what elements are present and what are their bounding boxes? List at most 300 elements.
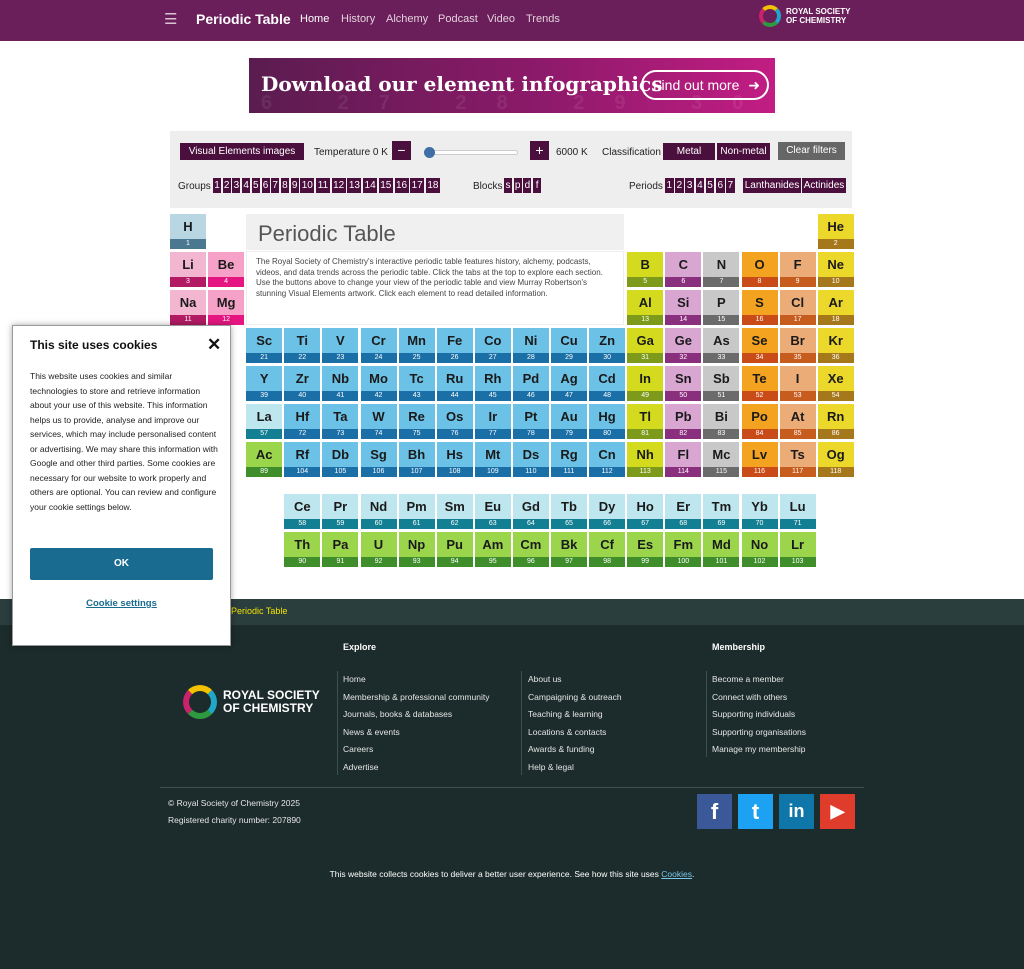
element-symbol: No	[742, 532, 778, 557]
element-symbol: Sb	[703, 366, 739, 391]
element-tile-fe[interactable]	[437, 328, 473, 363]
metal-button[interactable]: Metal	[663, 143, 715, 160]
top-nav	[0, 0, 1024, 41]
footer-link[interactable]: Campaigning & outreach	[528, 691, 622, 702]
element-number: 36	[818, 353, 854, 363]
element-tile-la[interactable]	[246, 404, 282, 439]
element-tile-u[interactable]	[361, 532, 397, 567]
element-tile-es[interactable]	[627, 532, 663, 567]
element-tile-fm[interactable]	[665, 532, 701, 567]
element-tile-o[interactable]	[742, 252, 778, 287]
element-tile-v[interactable]	[322, 328, 358, 363]
element-symbol: Zr	[284, 366, 320, 391]
element-tile-rh[interactable]	[475, 366, 511, 401]
element-number: 10	[818, 277, 854, 287]
element-tile-sn[interactable]	[665, 366, 701, 401]
group-button-3[interactable]: 3	[233, 180, 240, 191]
footer-link[interactable]: Awards & funding	[528, 744, 595, 754]
footer-logo-line1: ROYAL SOCIETY	[223, 688, 320, 702]
slider-knob[interactable]	[424, 147, 435, 158]
element-symbol: V	[322, 328, 358, 353]
footer-link[interactable]: About us	[528, 674, 562, 684]
element-tile-he[interactable]	[818, 214, 854, 249]
element-number: 11	[170, 315, 206, 325]
element-tile-bh[interactable]	[399, 442, 435, 477]
group-button-6[interactable]: 6	[262, 180, 269, 191]
element-tile-c[interactable]	[665, 252, 701, 287]
element-symbol: Sn	[665, 366, 701, 391]
element-tile-br[interactable]	[780, 328, 816, 363]
element-symbol: Mg	[208, 290, 244, 315]
group-button-17[interactable]: 17	[411, 180, 423, 191]
group-button-4[interactable]: 4	[243, 180, 249, 191]
element-tile-rn[interactable]	[818, 404, 854, 439]
element-symbol: B	[627, 252, 663, 277]
block-button-s[interactable]: s	[505, 180, 511, 191]
element-tile-al[interactable]	[627, 290, 663, 325]
element-number: 52	[742, 391, 778, 401]
element-number: 103	[780, 557, 816, 567]
element-symbol: Ru	[437, 366, 473, 391]
element-number: 84	[742, 429, 778, 439]
group-button-15[interactable]: 15	[380, 180, 392, 191]
element-symbol: Mc	[703, 442, 739, 467]
group-button-9[interactable]: 9	[291, 180, 298, 191]
group-button-12[interactable]: 12	[333, 180, 345, 191]
group-button-13[interactable]: 13	[348, 180, 360, 191]
element-number: 64	[513, 519, 549, 529]
element-symbol: Pu	[437, 532, 473, 557]
element-number: 41	[322, 391, 358, 401]
rsc-logo[interactable]	[759, 5, 850, 27]
element-number: 45	[475, 391, 511, 401]
element-tile-fl[interactable]	[665, 442, 701, 477]
element-tile-pu[interactable]	[437, 532, 473, 567]
element-number: 111	[551, 467, 587, 477]
temperature-minus-button[interactable]: −	[392, 141, 411, 160]
element-tile-ir[interactable]	[475, 404, 511, 439]
element-symbol: Cd	[589, 366, 625, 391]
element-tile-cd[interactable]	[589, 366, 625, 401]
element-tile-h[interactable]	[170, 214, 206, 249]
element-symbol: Na	[170, 290, 206, 315]
group-button-8[interactable]: 8	[282, 180, 288, 191]
element-symbol: Te	[742, 366, 778, 391]
element-number: 113	[627, 467, 663, 477]
element-number: 17	[780, 315, 816, 325]
element-tile-in[interactable]	[627, 366, 663, 401]
element-tile-li[interactable]	[170, 252, 206, 287]
element-tile-pr[interactable]	[322, 494, 358, 529]
element-tile-re[interactable]	[399, 404, 435, 439]
banner-background-numbers: 6 27 28 29 30	[261, 92, 774, 113]
element-number: 98	[589, 557, 625, 567]
element-tile-pb[interactable]	[665, 404, 701, 439]
footer-rsc-logo[interactable]	[183, 685, 320, 719]
period-button-1[interactable]: 1	[666, 180, 673, 191]
element-number: 18	[818, 315, 854, 325]
element-number: 26	[437, 353, 473, 363]
find-out-more-button[interactable]	[641, 70, 769, 100]
element-number: 74	[361, 429, 397, 439]
element-number: 43	[399, 391, 435, 401]
element-tile-rf[interactable]	[284, 442, 320, 477]
period-button-2[interactable]: 2	[676, 180, 683, 191]
element-number: 7	[703, 277, 739, 287]
footer-link[interactable]: Locations & contacts	[528, 726, 607, 737]
element-tile-ag[interactable]	[551, 366, 587, 401]
element-tile-th[interactable]	[284, 532, 320, 567]
tab-alchemy[interactable]: Alchemy	[386, 13, 429, 25]
element-tile-er[interactable]	[665, 494, 701, 529]
element-tile-sm[interactable]	[437, 494, 473, 529]
element-symbol: Th	[284, 532, 320, 557]
period-button-6[interactable]: 6	[717, 180, 724, 191]
element-symbol: Cf	[589, 532, 625, 557]
element-number: 2	[818, 239, 854, 249]
element-tile-ds[interactable]	[513, 442, 549, 477]
element-tile-bi[interactable]	[703, 404, 739, 439]
breadcrumb[interactable]: Periodic Table	[231, 606, 288, 616]
element-tile-y[interactable]	[246, 366, 282, 401]
footer-rule	[160, 787, 864, 788]
element-tile-cm[interactable]	[513, 532, 549, 567]
element-tile-mt[interactable]	[475, 442, 511, 477]
element-tile-ru[interactable]	[437, 366, 473, 401]
element-tile-f[interactable]	[780, 252, 816, 287]
element-number: 53	[780, 391, 816, 401]
element-number: 5	[627, 277, 663, 287]
temperature-max-label: 6000 K	[556, 147, 588, 158]
element-symbol: Br	[780, 328, 816, 353]
group-button-7[interactable]: 7	[272, 180, 278, 191]
footer-link[interactable]: Manage my membership	[712, 744, 806, 754]
element-number: 80	[589, 429, 625, 439]
element-symbol: P	[703, 290, 739, 315]
visual-elements-button[interactable]: Visual Elements images	[180, 143, 304, 160]
element-symbol: Gd	[513, 494, 549, 519]
group-button-11[interactable]: 11	[317, 180, 329, 191]
facebook-icon[interactable]: f	[697, 794, 732, 829]
footer-divider	[337, 671, 338, 775]
youtube-icon[interactable]: ▶	[820, 794, 855, 829]
group-button-18[interactable]: 18	[427, 180, 439, 191]
period-button-3[interactable]: 3	[686, 180, 693, 191]
infographics-banner[interactable]	[249, 58, 775, 113]
element-tile-nh[interactable]	[627, 442, 663, 477]
element-tile-hf[interactable]	[284, 404, 320, 439]
element-tile-as[interactable]	[703, 328, 739, 363]
element-number: 8	[742, 277, 778, 287]
cookie-notice-bar	[0, 869, 1024, 879]
actinides-button[interactable]: Actinides	[803, 180, 845, 191]
element-tile-no[interactable]	[742, 532, 778, 567]
element-tile-tl[interactable]	[627, 404, 663, 439]
element-tile-ar[interactable]	[818, 290, 854, 325]
element-symbol: Nd	[361, 494, 397, 519]
element-symbol: Ts	[780, 442, 816, 467]
element-symbol: Rh	[475, 366, 511, 391]
element-tile-lu[interactable]	[780, 494, 816, 529]
element-tile-cn[interactable]	[589, 442, 625, 477]
element-tile-md[interactable]	[703, 532, 739, 567]
element-tile-zr[interactable]	[284, 366, 320, 401]
element-tile-pa[interactable]	[322, 532, 358, 567]
element-tile-mc[interactable]	[703, 442, 739, 477]
element-tile-b[interactable]	[627, 252, 663, 287]
element-tile-ta[interactable]	[322, 404, 358, 439]
element-tile-np[interactable]	[399, 532, 435, 567]
element-tile-ti[interactable]	[284, 328, 320, 363]
page-title: Periodic Table	[246, 214, 624, 250]
element-symbol: Ho	[627, 494, 663, 519]
element-symbol: Bi	[703, 404, 739, 429]
hamburger-icon[interactable]: ☰	[164, 11, 178, 28]
tab-home[interactable]: Home	[300, 13, 330, 25]
footer-link[interactable]: Journals, books & databases	[343, 709, 453, 719]
element-number: 57	[246, 429, 282, 439]
periods-label: Periods	[629, 181, 663, 192]
linkedin-icon[interactable]: in	[779, 794, 814, 829]
footer-link[interactable]: Careers	[343, 744, 374, 754]
element-number: 63	[475, 519, 511, 529]
element-symbol: Am	[475, 532, 511, 557]
element-tile-na[interactable]	[170, 290, 206, 325]
element-tile-lr[interactable]	[780, 532, 816, 567]
element-tile-i[interactable]	[780, 366, 816, 401]
group-button-5[interactable]: 5	[253, 180, 259, 191]
footer-link[interactable]: Supporting individuals	[712, 709, 796, 719]
brand-title[interactable]: Periodic Table	[196, 11, 291, 27]
element-symbol: Ni	[513, 328, 549, 353]
element-tile-mo[interactable]	[361, 366, 397, 401]
element-tile-nd[interactable]	[361, 494, 397, 529]
element-tile-at[interactable]	[780, 404, 816, 439]
element-tile-hs[interactable]	[437, 442, 473, 477]
element-number: 65	[551, 519, 587, 529]
element-tile-po[interactable]	[742, 404, 778, 439]
element-number: 108	[437, 467, 473, 477]
element-tile-pm[interactable]	[399, 494, 435, 529]
temperature-plus-button[interactable]: +	[530, 141, 549, 160]
element-tile-og[interactable]	[818, 442, 854, 477]
element-tile-mn[interactable]	[399, 328, 435, 363]
element-symbol: Ir	[475, 404, 511, 429]
footer-link[interactable]: Home	[343, 674, 366, 684]
element-number: 4	[208, 277, 244, 287]
element-symbol: Ds	[513, 442, 549, 467]
element-symbol: I	[780, 366, 816, 391]
footer-link[interactable]: Membership & professional community	[343, 691, 490, 702]
element-tile-cr[interactable]	[361, 328, 397, 363]
element-tile-w[interactable]	[361, 404, 397, 439]
element-tile-cl[interactable]	[780, 290, 816, 325]
temperature-slider[interactable]	[424, 150, 518, 155]
element-tile-ge[interactable]	[665, 328, 701, 363]
element-tile-gd[interactable]	[513, 494, 549, 529]
element-symbol: Tc	[399, 366, 435, 391]
element-symbol: Ta	[322, 404, 358, 429]
element-symbol: Hg	[589, 404, 625, 429]
element-tile-cf[interactable]	[589, 532, 625, 567]
element-tile-tb[interactable]	[551, 494, 587, 529]
group-button-16[interactable]: 16	[395, 180, 408, 191]
element-tile-cu[interactable]	[551, 328, 587, 363]
element-symbol: Mn	[399, 328, 435, 353]
copyright: © Royal Society of Chemistry 2025	[168, 798, 300, 808]
element-symbol: At	[780, 404, 816, 429]
element-tile-hg[interactable]	[589, 404, 625, 439]
element-symbol: Lu	[780, 494, 816, 519]
element-symbol: Pa	[322, 532, 358, 557]
element-symbol: Re	[399, 404, 435, 429]
element-tile-dy[interactable]	[589, 494, 625, 529]
element-number: 93	[399, 557, 435, 567]
element-symbol: Mo	[361, 366, 397, 391]
block-button-p[interactable]: p	[514, 180, 521, 191]
element-tile-am[interactable]	[475, 532, 511, 567]
footer-link[interactable]: Help & legal	[528, 761, 574, 772]
element-number: 29	[551, 353, 587, 363]
element-number: 68	[665, 519, 701, 529]
element-tile-nb[interactable]	[322, 366, 358, 401]
footer-link[interactable]: Advertise	[343, 761, 379, 772]
element-tile-n[interactable]	[703, 252, 739, 287]
cookie-settings-link[interactable]: Cookie settings	[86, 598, 157, 609]
element-number: 15	[703, 315, 739, 325]
tab-podcast[interactable]: Podcast	[438, 13, 478, 25]
element-tile-ce[interactable]	[284, 494, 320, 529]
footer-link[interactable]: Become a member	[712, 674, 784, 684]
element-number: 85	[780, 429, 816, 439]
tab-history[interactable]: History	[341, 13, 376, 25]
element-number: 14	[665, 315, 701, 325]
period-button-5[interactable]: 5	[707, 180, 713, 191]
element-tile-se[interactable]	[742, 328, 778, 363]
element-symbol: Kr	[818, 328, 854, 353]
clear-filters-button[interactable]: Clear filters	[778, 142, 845, 160]
block-button-d[interactable]: d	[524, 180, 531, 191]
element-tile-ts[interactable]	[780, 442, 816, 477]
period-button-7[interactable]: 7	[727, 180, 734, 191]
element-tile-ni[interactable]	[513, 328, 549, 363]
element-tile-be[interactable]	[208, 252, 244, 287]
element-symbol: Ar	[818, 290, 854, 315]
element-number: 3	[170, 277, 206, 287]
element-symbol: Nb	[322, 366, 358, 391]
element-tile-rg[interactable]	[551, 442, 587, 477]
element-tile-au[interactable]	[551, 404, 587, 439]
element-symbol: Rf	[284, 442, 320, 467]
element-tile-pt[interactable]	[513, 404, 549, 439]
element-symbol: Be	[208, 252, 244, 277]
group-button-14[interactable]: 14	[364, 180, 376, 191]
non-metal-button[interactable]: Non-metal	[717, 143, 770, 160]
element-tile-os[interactable]	[437, 404, 473, 439]
element-symbol: Fl	[665, 442, 701, 467]
element-tile-s[interactable]	[742, 290, 778, 325]
element-tile-ho[interactable]	[627, 494, 663, 529]
element-tile-db[interactable]	[322, 442, 358, 477]
element-symbol: Fm	[665, 532, 701, 557]
element-tile-zn[interactable]	[589, 328, 625, 363]
element-symbol: Os	[437, 404, 473, 429]
element-tile-ga[interactable]	[627, 328, 663, 363]
block-button-f[interactable]: f	[533, 178, 541, 193]
lanthanides-button[interactable]: Lanthanides	[744, 180, 800, 191]
element-tile-sc[interactable]	[246, 328, 282, 363]
element-tile-lv[interactable]	[742, 442, 778, 477]
element-number: 28	[513, 353, 549, 363]
element-number: 86	[818, 429, 854, 439]
element-tile-p[interactable]	[703, 290, 739, 325]
footer-link[interactable]: News & events	[343, 726, 400, 737]
footer-link[interactable]: Teaching & learning	[528, 709, 603, 719]
element-number: 9	[780, 277, 816, 287]
element-tile-kr[interactable]	[818, 328, 854, 363]
element-tile-bk[interactable]	[551, 532, 587, 567]
filter-panel	[170, 131, 852, 208]
footer-logo-line2: OF CHEMISTRY	[223, 701, 314, 715]
cookie-ok-button[interactable]: OK	[30, 548, 213, 580]
twitter-icon[interactable]: t	[738, 794, 773, 829]
element-symbol: Cl	[780, 290, 816, 315]
element-symbol: Ce	[284, 494, 320, 519]
element-tile-pd[interactable]	[513, 366, 549, 401]
element-number: 90	[284, 557, 320, 567]
element-number: 59	[322, 519, 358, 529]
element-tile-xe[interactable]	[818, 366, 854, 401]
element-number: 50	[665, 391, 701, 401]
group-button-10[interactable]: 10	[301, 180, 313, 191]
element-tile-eu[interactable]	[475, 494, 511, 529]
period-button-4[interactable]: 4	[697, 180, 703, 191]
close-icon[interactable]: ✕	[207, 335, 222, 354]
site-footer	[0, 625, 1024, 969]
element-tile-sg[interactable]	[361, 442, 397, 477]
tab-trends[interactable]: Trends	[526, 13, 560, 25]
element-number: 109	[475, 467, 511, 477]
footer-divider	[521, 671, 522, 775]
element-tile-si[interactable]	[665, 290, 701, 325]
element-number: 104	[284, 467, 320, 477]
element-tile-tm[interactable]	[703, 494, 739, 529]
element-tile-sb[interactable]	[703, 366, 739, 401]
group-button-1[interactable]: 1	[214, 180, 220, 191]
footer-link[interactable]: Connect with others	[712, 691, 788, 702]
element-tile-mg[interactable]	[208, 290, 244, 325]
element-number: 48	[589, 391, 625, 401]
element-tile-tc[interactable]	[399, 366, 435, 401]
element-number: 92	[361, 557, 397, 567]
footer-link[interactable]: Supporting organisations	[712, 726, 807, 737]
element-symbol: Ga	[627, 328, 663, 353]
element-symbol: Yb	[742, 494, 778, 519]
element-symbol: Ne	[818, 252, 854, 277]
element-number: 60	[361, 519, 397, 529]
element-number: 115	[703, 467, 739, 477]
element-symbol: Lv	[742, 442, 778, 467]
element-tile-ac[interactable]	[246, 442, 282, 477]
element-symbol: Pb	[665, 404, 701, 429]
element-tile-ne[interactable]	[818, 252, 854, 287]
tab-video[interactable]: Video	[487, 13, 515, 25]
element-tile-te[interactable]	[742, 366, 778, 401]
element-tile-yb[interactable]	[742, 494, 778, 529]
element-tile-co[interactable]	[475, 328, 511, 363]
group-button-2[interactable]: 2	[223, 180, 230, 191]
cookies-link[interactable]: Cookies	[661, 869, 693, 879]
